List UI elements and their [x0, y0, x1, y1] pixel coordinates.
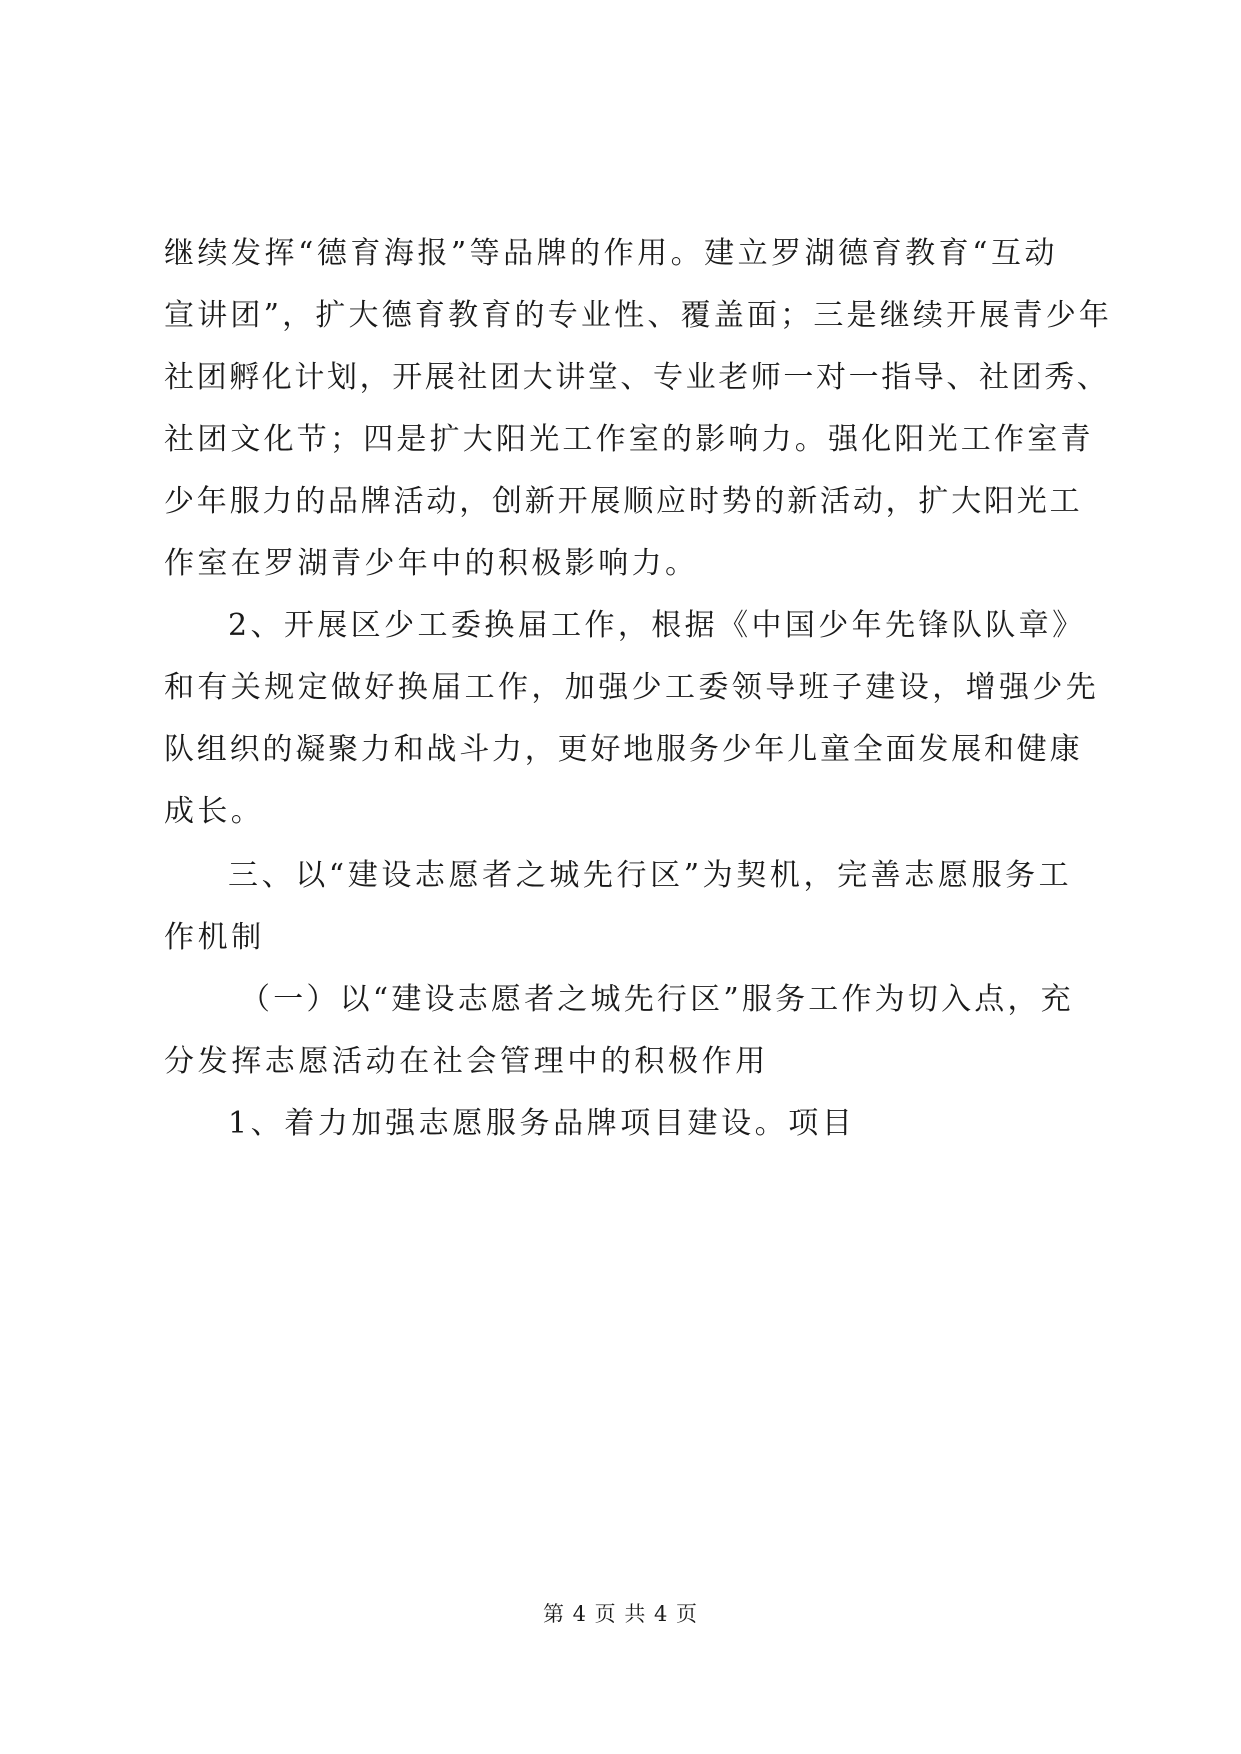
text-line-1: 继续发挥“德育海报”等品牌的作用。建立罗湖德育教育“互动 [164, 236, 1059, 271]
text-line-2: 宣讲团”，扩大德育教育的专业性、覆盖面；三是继续开展青少年 [164, 298, 1113, 333]
subsection-heading-line-2: 分发挥志愿活动在社会管理中的积极作用 [164, 1044, 769, 1079]
paragraph-2-line-3: 队组织的凝聚力和战斗力，更好地服务少年儿童全面发展和健康 [164, 732, 1083, 767]
paragraph-2-line-1: 2、开展区少工委换届工作，根据《中国少年先锋队队章》 [228, 608, 1086, 643]
section-heading-3-line-1: 三、以“建设志愿者之城先行区”为契机，完善志愿服务工 [228, 858, 1073, 893]
text-line-3: 社团孵化计划，开展社团大讲堂、专业老师一对一指导、社团秀、 [164, 360, 1110, 395]
page-footer: 第 4 页 共 4 页 [542, 1602, 699, 1626]
section-heading-3-line-2: 作机制 [164, 920, 265, 955]
text-line-6: 作室在罗湖青少年中的积极影响力。 [164, 546, 699, 581]
paragraph-2-line-2: 和有关规定做好换届工作，加强少工委领导班子建设，增强少先 [164, 670, 1100, 705]
paragraph-2-line-4: 成长。 [164, 794, 265, 829]
item-1-line: 1、着力加强志愿服务品牌项目建设。项目 [228, 1106, 856, 1141]
text-line-5: 少年服力的品牌活动，创新开展顺应时势的新活动，扩大阳光工 [164, 484, 1083, 519]
subsection-heading-line-1: （一）以“建设志愿者之城先行区”服务工作为切入点，充 [240, 982, 1074, 1017]
text-line-4: 社团文化节；四是扩大阳光工作室的影响力。强化阳光工作室青 [164, 422, 1094, 457]
